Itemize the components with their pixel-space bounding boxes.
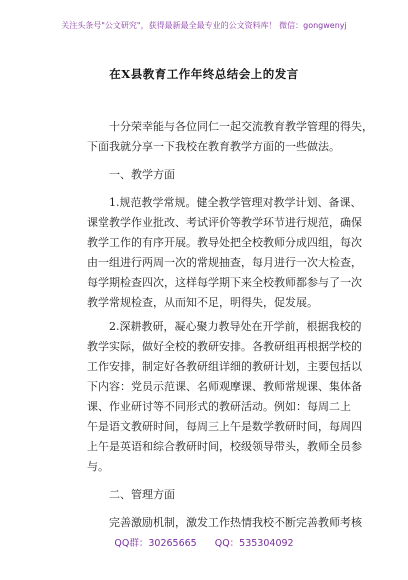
para-2-line-6: 教学常规检查，从而知不足，明得失，促发展。: [87, 296, 318, 309]
para-4-line-1: 完善激励机制，激发工作热情我校不断完善教师考核: [109, 516, 362, 529]
para-3-line-6: 午是语文教研时间，每周三上午是数学教研时间，每周四: [87, 420, 362, 433]
footer-qq-group: QQ群：30265665: [114, 538, 197, 549]
para-3-line-3: 工作安排，制定好各教研组详细的教研计划，主要包括以: [87, 360, 362, 373]
para-2-line-4: 由一组进行两周一次的常规抽查，每月进行一次大检查，: [87, 256, 362, 269]
para-2-line-1: 1.规范教学常规。健全教学管理对教学计划、备课、: [109, 196, 362, 209]
para-2-line-5: 每学期检查四次，这样每学期下来全校教师都参与了一次: [87, 276, 362, 289]
document-body: [87, 117, 373, 533]
para-3-line-7: 上午是英语和综合教研时间，校级领导带头，教师全员参: [87, 440, 362, 453]
para-2-line-3: 教学工作的有序开展。教导处把全校教师分成四组，每次: [87, 236, 362, 249]
document-title: 在X县教育工作年终总结会上的发言: [109, 67, 299, 81]
para-3-line-8: 与。: [87, 460, 109, 473]
para-2-line-2: 课堂教学作业批改、考试评价等教学环节进行规范，确保: [87, 216, 362, 229]
footer-contact: [0, 535, 408, 549]
para-3-line-4: 下内容：党员示范课、名师观摩课、教师常规课、集体备: [87, 380, 362, 393]
para-3-line-1: 2.深耕教研，凝心聚力教导处在开学前，根据我校的: [109, 320, 362, 333]
para-3-line-2: 教学实际，做好全校的教研安排。各教研组再根据学校的: [87, 340, 362, 353]
para-1-line-1: 十分荣幸能与各位同仁一起交流教育教学管理的得失，: [109, 120, 373, 133]
para-1-line-2: 下面我就分享一下我校在教育教学方面的一些做法。: [87, 140, 340, 153]
section-heading-teaching: 一、教学方面: [109, 168, 175, 181]
footer-qq-number: QQ：535304092: [214, 538, 294, 549]
section-heading-management: 二、管理方面: [109, 488, 175, 501]
header-promo-note: 关注头条号"公文研究"，获得最新最全最专业的公文资料库！ 微信：gongwenyj: [61, 21, 347, 30]
para-3-line-5: 课、作业研讨等不同形式的教研活动。例如：每周二上: [87, 400, 351, 413]
